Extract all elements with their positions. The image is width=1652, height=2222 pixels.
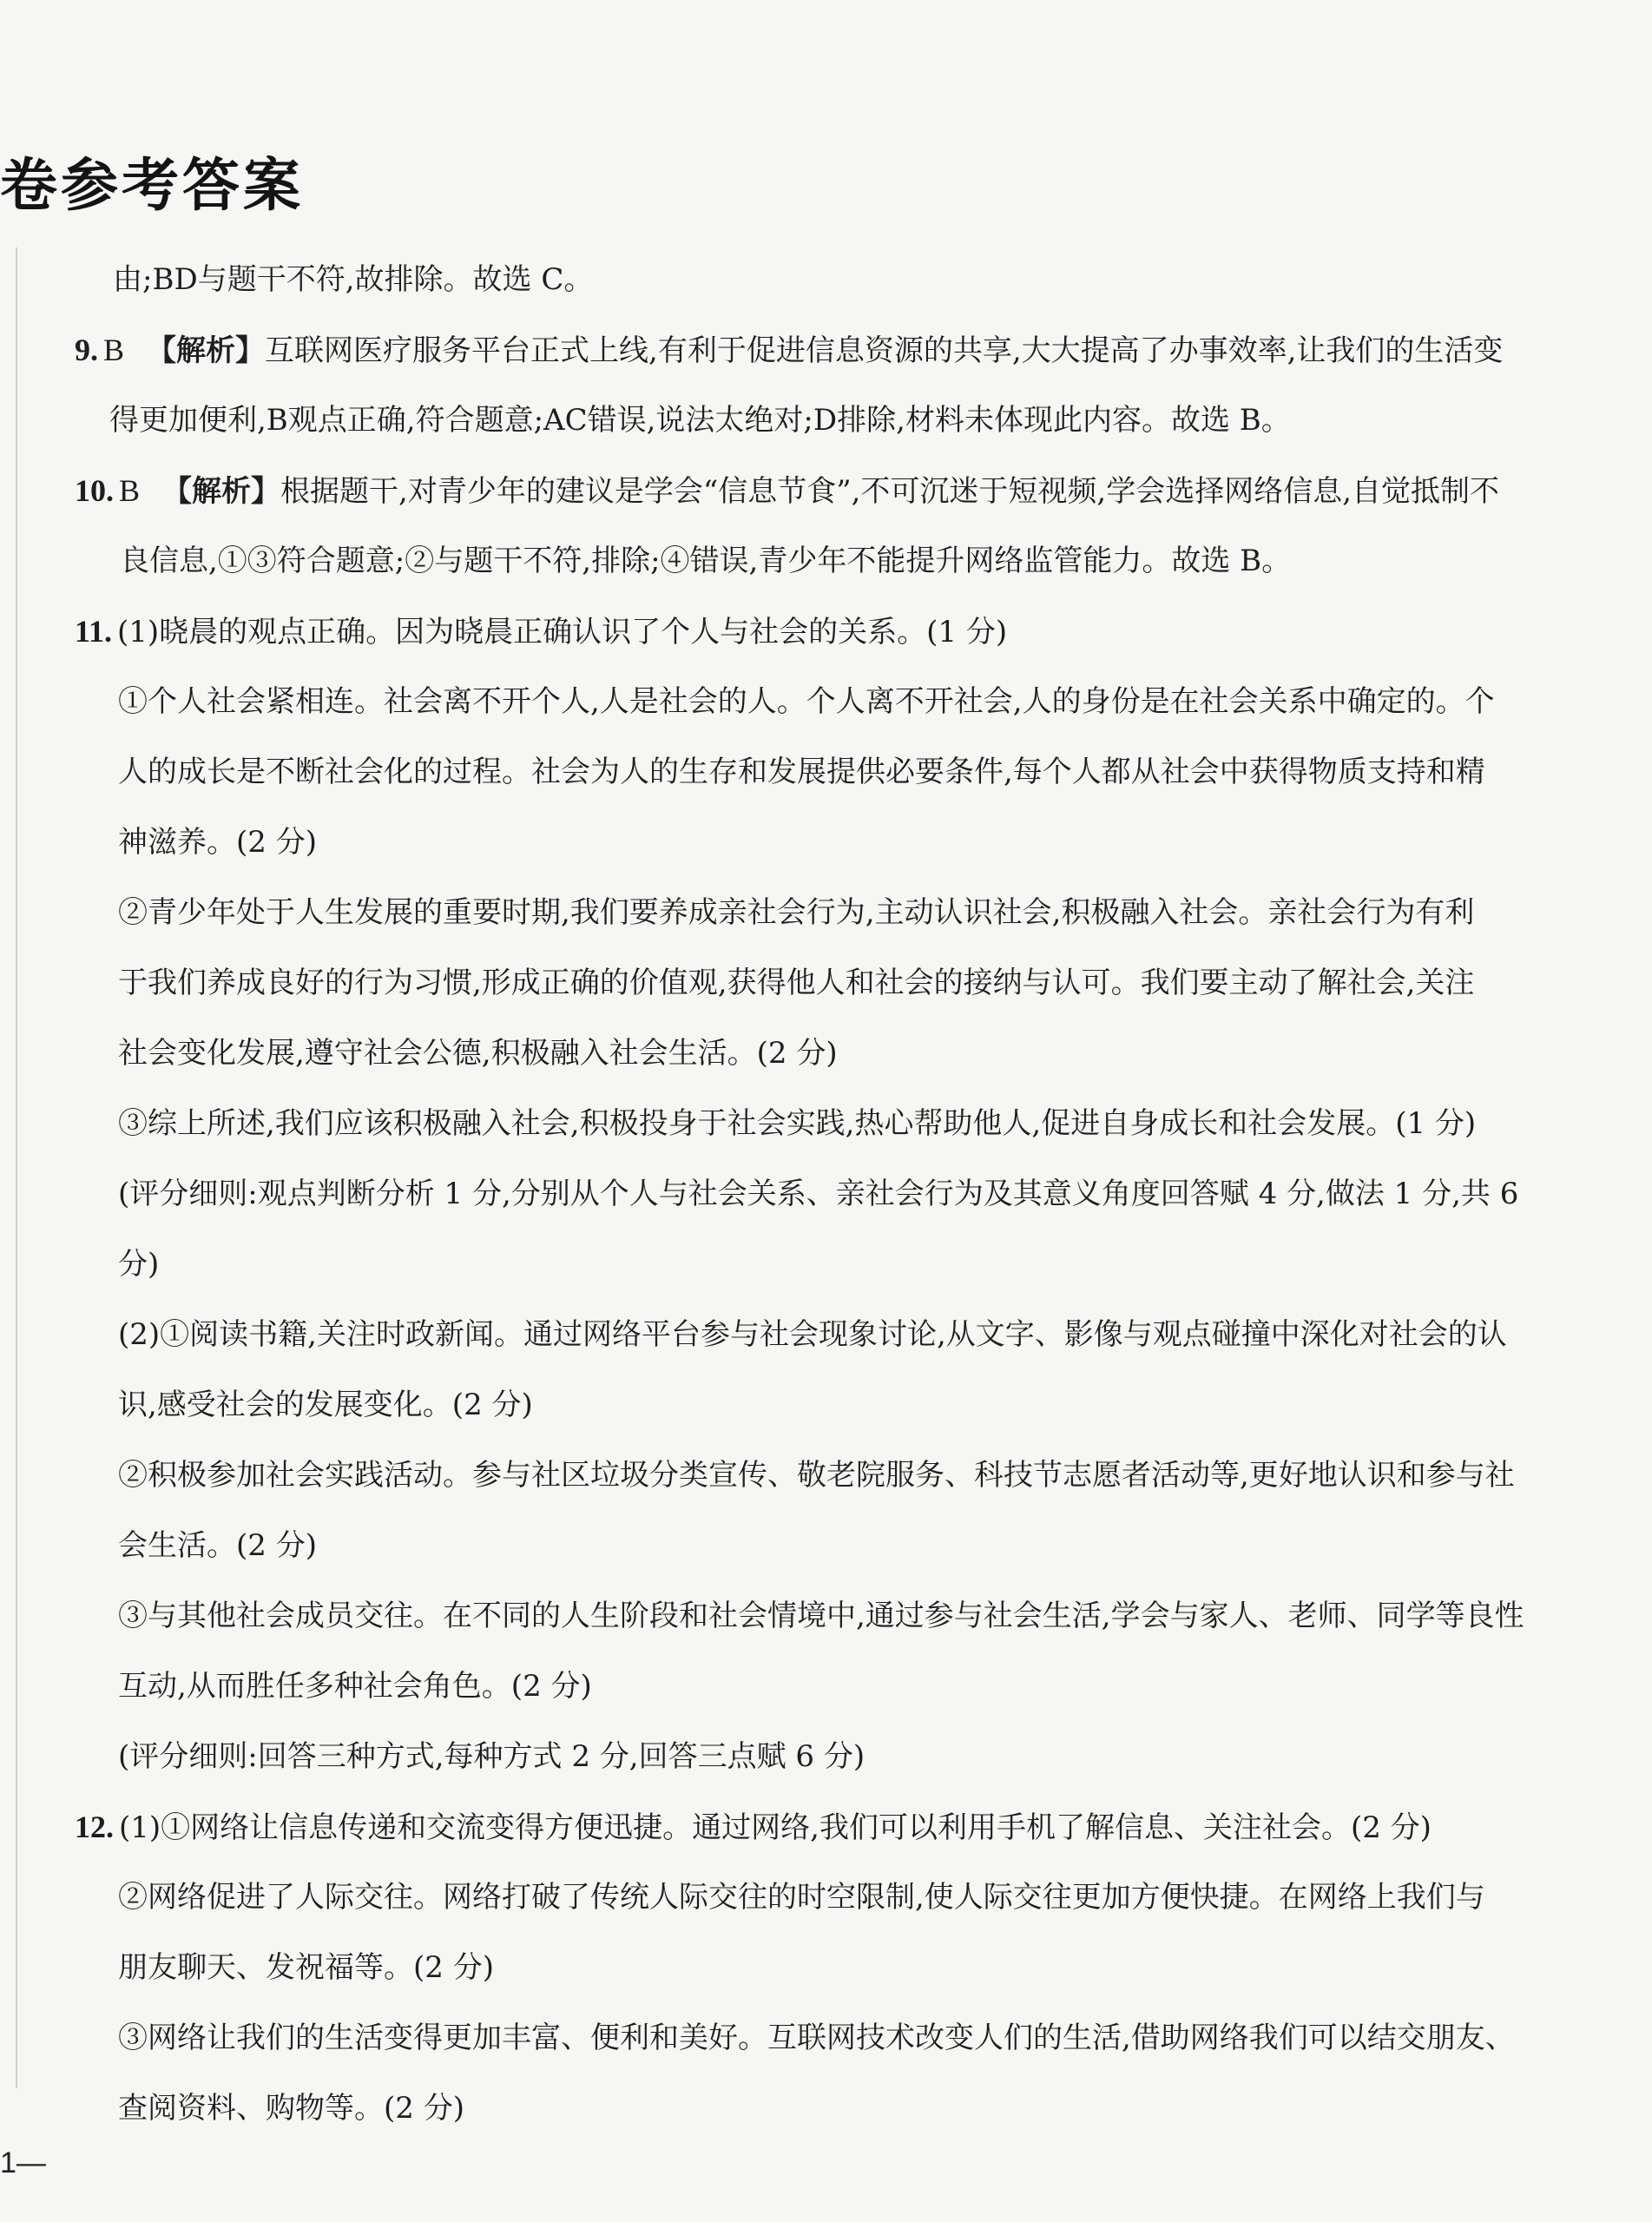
q11-line: ①个人社会紧相连。社会离不开个人,人是社会的人。个人离不开社会,人的身份是在社会关系中确定的。个 bbox=[118, 684, 1495, 719]
q11-line: 社会变化发展,遵守社会公德,积极融入社会生活。(2 分) bbox=[118, 1036, 838, 1071]
q11-line: ③与其他社会成员交往。在不同的人生阶段和社会情境中,通过参与社会生活,学会与家人、老师、同学等良性 bbox=[118, 1599, 1524, 1633]
q11-line: 于我们养成良好的行为习惯,形成正确的价值观,获得他人和社会的接纳与认可。我们要主动了解社会,关注 bbox=[118, 966, 1475, 1000]
answer-content bbox=[75, 245, 1550, 2144]
q9-text-1: 互联网医疗服务平台正式上线,有利于促进信息资源的共享,大大提高了办事效率,让我们的生活变 bbox=[265, 333, 1504, 368]
q11-line: 识,感受社会的发展变化。(2 分) bbox=[118, 1388, 533, 1422]
q11-line: 互动,从而胜任多种社会角色。(2 分) bbox=[118, 1669, 592, 1704]
q11-line: 神滋养。(2 分) bbox=[118, 825, 317, 860]
q11-line: 会生活。(2 分) bbox=[118, 1528, 317, 1563]
margin-rule bbox=[16, 247, 17, 2088]
q9-line-2: 得更加便利,B观点正确,符合题意;AC错误,说法太绝对;D排除,材料未体现此内容。故选 B。 bbox=[109, 403, 1291, 438]
q12-line-1 bbox=[75, 1792, 1550, 1863]
q10-text-1: 根据题干,对青少年的建议是学会“信息节食”,不可沉迷于短视频,学会选择网络信息,自觉抵制不 bbox=[280, 474, 1500, 509]
page-title: 卷参考答案 bbox=[0, 152, 304, 219]
q12-line: ③网络让我们的生活变得更加丰富、便利和美好。互联网技术改变人们的生活,借助网络我们可以结交朋友、 bbox=[118, 2021, 1515, 2055]
q11-line: 分) bbox=[118, 1247, 160, 1282]
page-number: 1— bbox=[0, 2146, 46, 2179]
q11-line: (2)①阅读书籍,关注时政新闻。通过网络平台参与社会现象讨论,从文字、影像与观点碰撞中深化对社会的认 bbox=[118, 1317, 1507, 1352]
q12-number: 12. bbox=[75, 1810, 114, 1844]
q10-line-2: 良信息,①③符合题意;②与题干不符,排除;④错误,青少年不能提升网络监管能力。故选 B。 bbox=[120, 544, 1292, 578]
q11-line: ③综上所述,我们应该积极融入社会,积极投身于社会实践,热心帮助他人,促进自身成长和社会发展。(1 分) bbox=[118, 1106, 1477, 1141]
q9-number: 9. bbox=[75, 333, 98, 367]
q12-line: 朋友聊天、发祝福等。(2 分) bbox=[118, 1950, 494, 1985]
q10-number: 10. bbox=[75, 473, 114, 508]
q12-text-1: (1)①网络让信息传递和交流变得方便迅捷。通过网络,我们可以利用手机了解信息、关注社会。(2 分) bbox=[119, 1810, 1432, 1845]
q9-answer: B bbox=[103, 333, 125, 367]
q11-line: ②青少年处于人生发展的重要时期,我们要养成亲社会行为,主动认识社会,积极融入社会。亲社会行为有利 bbox=[118, 895, 1475, 930]
q10-line-1 bbox=[75, 456, 1550, 526]
q10-answer: B bbox=[119, 473, 141, 508]
q12-line: ②网络促进了人际交往。网络打破了传统人际交往的时空限制,使人际交往更加方便快捷。在网络上我们与 bbox=[118, 1880, 1485, 1915]
q11-line: 人的成长是不断社会化的过程。社会为人的生存和发展提供必要条件,每个人都从社会中获得物质支持和精 bbox=[118, 755, 1485, 789]
q10-analysis-tag: 【解析】 bbox=[162, 474, 281, 509]
q9-line-1 bbox=[75, 315, 1550, 386]
q11-line-1 bbox=[75, 597, 1550, 667]
q11-text-1: (1)晓晨的观点正确。因为晓晨正确认识了个人与社会的关系。(1 分) bbox=[117, 615, 1008, 649]
q8-continuation: 由;BD与题干不符,故排除。故选 C。 bbox=[113, 262, 594, 297]
q11-line: (评分细则:回答三种方式,每种方式 2 分,回答三点赋 6 分) bbox=[118, 1739, 865, 1774]
q11-line: ②积极参加社会实践活动。参与社区垃圾分类宣传、敬老院服务、科技节志愿者活动等,更好地认识和参与社 bbox=[118, 1458, 1515, 1493]
q9-analysis-tag: 【解析】 bbox=[147, 333, 266, 368]
q12-line: 查阅资料、购物等。(2 分) bbox=[118, 2091, 464, 2126]
q11-number: 11. bbox=[75, 614, 113, 649]
q11-line: (评分细则:观点判断分析 1 分,分别从个人与社会关系、亲社会行为及其意义角度回答赋 4 分,做法 1 分,共 6 bbox=[118, 1177, 1519, 1211]
